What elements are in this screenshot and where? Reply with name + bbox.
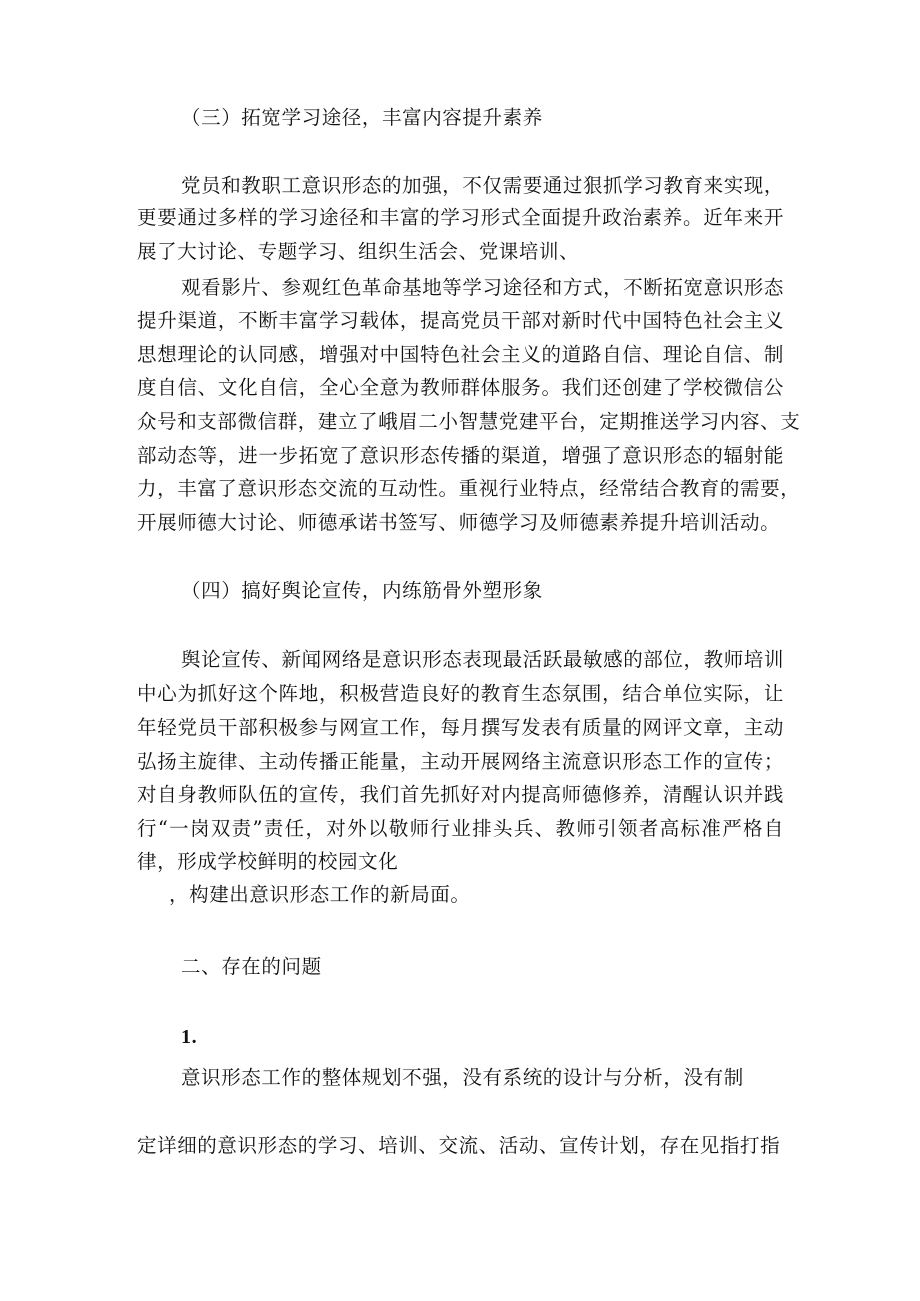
paragraph-1-line: 更要通过多样的学习途径和丰富的学习形式全面提升政治素养。近年来开 (137, 206, 784, 229)
item-number: 1. (181, 1026, 198, 1048)
paragraph-1-line: 展了大讨论、专题学习、组织生活会、党课培训、 (137, 240, 580, 263)
paragraph-3-line: 中心为抓好这个阵地，积极营造良好的教育生态氛围，结合单位实际，让 (137, 682, 784, 705)
paragraph-2-line: 观看影片、参观红色革命基地等学习途径和方式，不断拓宽意识形态 (181, 276, 785, 299)
paragraph-2-line: 度自信、文化自信，全心全意为教师群体服务。我们还创建了学校微信公 (137, 376, 784, 399)
paragraph-1-line: 党员和教职工意识形态的加强，不仅需要通过狠抓学习教育来实现， (181, 174, 785, 197)
paragraph-3-line: 行“一岗双责”责任，对外以敬师行业排头兵、教师引领者高标准严格自 (137, 817, 784, 840)
paragraph-2-line: 开展师德大讨论、师德承诺书签写、师德学习及师德素养提升培训活动。 (137, 511, 781, 534)
section-heading-3: （三）拓宽学习途径，丰富内容提升素养 (181, 106, 543, 129)
item-1-line: 定详细的意识形态的学习、培训、交流、活动、宣传计划，存在见指打指 (137, 1134, 781, 1157)
paragraph-2-line: 提升渠道，不断丰富学习载体，提高党员干部对新时代中国特色社会主义 (137, 309, 784, 332)
paragraph-3-tail: ，构建出意识形态工作的新局面。 (169, 883, 471, 906)
paragraph-3-line: 律，形成学校鲜明的校园文化 (137, 850, 399, 873)
item-1-line: 意识形态工作的整体规划不强，没有系统的设计与分析，没有制 (181, 1066, 744, 1089)
paragraph-3-line: 舆论宣传、新闻网络是意识形态表现最活跃最敏感的部位，教师培训 (181, 648, 785, 671)
paragraph-2-line: 力，丰富了意识形态交流的互动性。重视行业特点，经常结合教育的需要， (137, 477, 801, 500)
paragraph-2-line: 部动态等，进一步拓宽了意识形态传播的渠道，增强了意识形态的辐射能 (137, 444, 784, 467)
section-heading-problems: 二、存在的问题 (181, 955, 322, 978)
paragraph-3-line: 弘扬主旋律、主动传播正能量，主动开展网络主流意识形态工作的宣传； (137, 750, 784, 773)
paragraph-2-line: 思想理论的认同感，增强对中国特色社会主义的道路自信、理论自信、制 (137, 343, 784, 366)
paragraph-3-line: 对自身教师队伍的宣传，我们首先抓好对内提高师德修养，清醒认识并践 (137, 783, 784, 806)
paragraph-2-line: 众号和支部微信群，建立了峨眉二小智慧党建平台，定期推送学习内容、支 (137, 410, 801, 433)
section-heading-4: （四）搞好舆论宣传，内练筋骨外塑形象 (181, 579, 543, 602)
paragraph-3-line: 年轻党员干部积极参与网宣工作，每月撰写发表有质量的网评文章，主动 (137, 716, 784, 739)
